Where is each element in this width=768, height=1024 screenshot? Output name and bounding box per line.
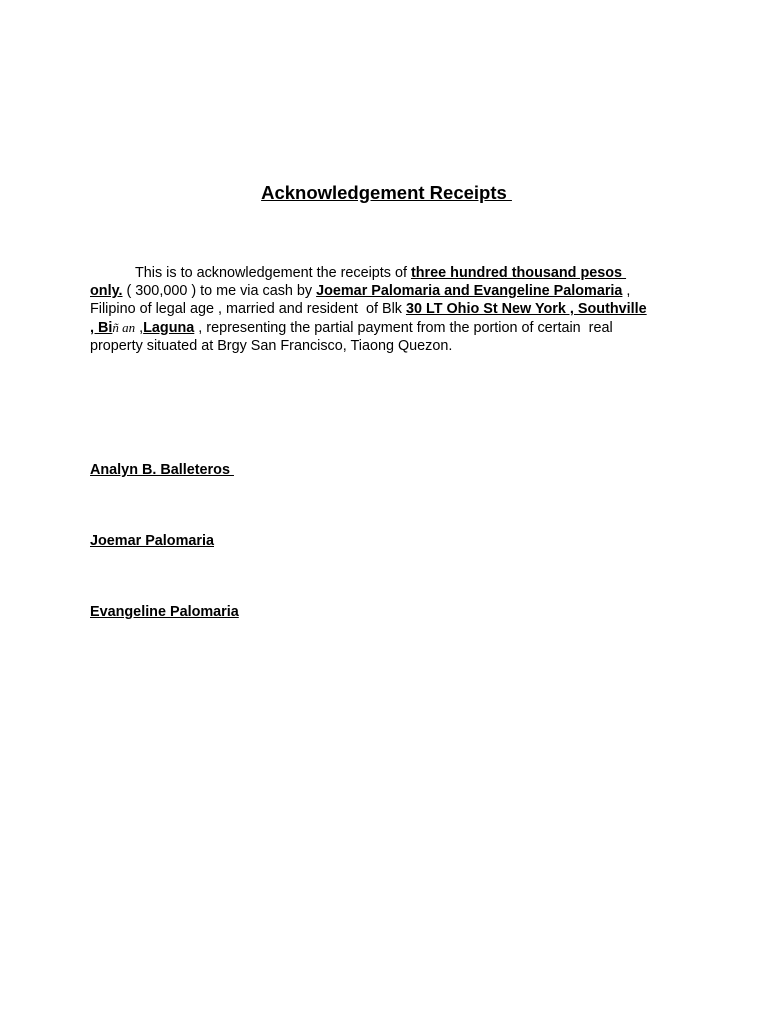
signatory-name: Joemar Palomaria <box>90 533 214 549</box>
payment-purpose-text: , representing the partial payment from the portion of certain real <box>194 319 613 336</box>
payer-address-special: ñ an <box>112 319 136 335</box>
payer-address: 30 LT Ohio St New York , Southville <box>405 301 647 318</box>
paragraph-line-3 <box>90 300 682 318</box>
payer-names: Joemar Palomaria and Evangeline Palomaria <box>316 283 623 300</box>
amount-in-words: three hundred thousand pesos <box>410 265 627 281</box>
paragraph-line-5 <box>90 337 682 355</box>
payer-trailing-comma: , <box>622 283 631 300</box>
property-location-text: property situated at Brgy San Francisco, Tiaong Quezon. <box>90 337 453 354</box>
receipt-intro-text: This is to acknowledgement the receipts of <box>135 265 411 281</box>
document-title: Acknowledgement Receipts <box>261 182 512 203</box>
amount-figures-text: ( 300,000 ) to me via cash by <box>122 283 317 300</box>
paragraph-line-1 <box>90 264 682 282</box>
residency-text: Filipino of legal age , married and resident of Blk <box>90 301 406 318</box>
payer-address-comma: , <box>135 319 144 336</box>
amount-in-words-end: only. <box>90 283 123 300</box>
signatory-name: Evangeline Palomaria <box>90 604 239 620</box>
signatory-name: Analyn B. Balleteros <box>90 462 234 478</box>
paragraph-line-4 <box>90 319 682 337</box>
payer-address-cont: , Bi <box>90 319 113 336</box>
payer-address-province: Laguna <box>143 319 195 336</box>
acknowledgement-paragraph <box>90 264 682 355</box>
paragraph-line-2 <box>90 282 682 300</box>
